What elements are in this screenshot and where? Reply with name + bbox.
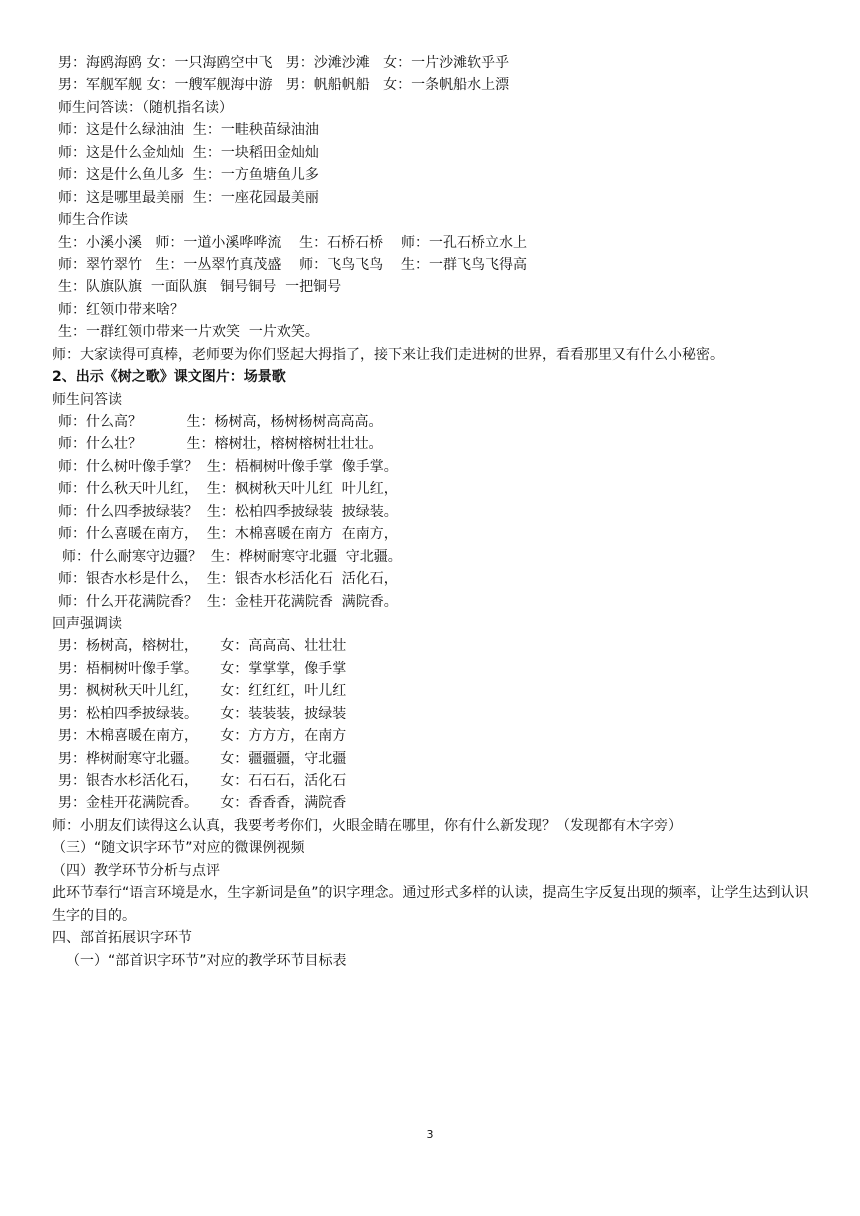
text-line: 生：队旗队旗 一面队旗 铜号铜号 一把铜号 (58, 279, 342, 296)
page-number: 3 (426, 1128, 434, 1141)
text-line: 师：这是什么绿油油 生：一畦秧苗绿油油 (58, 122, 319, 139)
text-line: 师：什么树叶像手掌？ 生：梧桐树叶像手掌 像手掌。 (58, 458, 398, 475)
text-line: 师：什么开花满院香？ 生：金桂开花满院香 满院香。 (58, 593, 398, 610)
document-body (52, 52, 822, 972)
text-line: 师：什么壮？ 生：榕树壮，榕树榕树壮壮壮。 (58, 436, 383, 453)
text-line: 师：红领巾带来啥？ (58, 301, 184, 318)
text-line: 师：小朋友们读得这么认真，我要考考你们，火眼金睛在哪里，你有什么新发现？（发现都有木字旁） (52, 817, 682, 834)
text-line: 男：银杏水杉活化石， 女：石石石，活化石 (58, 773, 347, 789)
text-line: 男：梧桐树叶像手掌。 女：掌掌掌，像手掌 (58, 660, 347, 677)
subsection-heading: （四）教学环节分析与点评 (52, 862, 220, 879)
text-line: 师：银杏水杉是什么， 生：银杏水杉活化石 活化石， (58, 571, 398, 588)
text-line: 师：什么四季披绿装？ 生：松柏四季披绿装 披绿装。 (58, 503, 398, 520)
text-line: 师：什么喜暖在南方， 生：木棉喜暖在南方 在南方， (58, 526, 398, 543)
section-label: 师生问答读 (52, 391, 122, 408)
text-line: 师：这是什么鱼儿多 生：一方鱼塘鱼儿多 (58, 167, 319, 184)
text-line: 师：什么秋天叶儿红， 生：枫树秋天叶儿红 叶儿红， (58, 481, 398, 498)
subsection-heading: （三）“随文识字环节”对应的微课例视频 (52, 840, 305, 857)
section-label: 师生问答读：（随机指名读） (58, 99, 233, 116)
text-line: 师：翠竹翠竹 生：一丛翠竹真茂盛 师：飞鸟飞鸟 生：一群飞鸟飞得高 (58, 256, 527, 273)
text-line: 男：金桂开花满院香。 女：香香香，满院香 (58, 795, 347, 812)
text-line: 师：什么高？ 生：杨树高，杨树杨树高高高。 (58, 414, 383, 430)
subsection-heading: （一）“部首识字环节”对应的教学环节目标表 (66, 952, 347, 969)
text-line: 男：木棉喜暖在南方， 女：方方方，在南方 (58, 728, 347, 745)
section-label: 师生合作读 (58, 212, 128, 229)
text-line: 男：松柏四季披绿装。 女：装装装，披绿装 (58, 705, 347, 722)
text-line: 男：枫树秋天叶儿红， 女：红红红，叶儿红 (58, 683, 347, 700)
text-line: 男：海鸥海鸥 女：一只海鸥空中飞 男：沙滩沙滩 女：一片沙滩软乎乎 (58, 55, 510, 71)
text-line: 师：大家读得可真棒，老师要为你们竖起大拇指了，接下来让我们走进树的世界，看看那里又有什么小秘密。 (52, 346, 724, 363)
text-line: 生：小溪小溪 师：一道小溪哗哗流 生：石桥石桥 师：一孔石桥立水上 (58, 234, 527, 251)
text-line: 男：杨树高，榕树壮， 女：高高高、壮壮壮 (58, 638, 347, 655)
text-line: 男：桦树耐寒守北疆。 女：疆疆疆，守北疆 (58, 750, 347, 767)
section-heading: 2、出示《树之歌》课文图片：场景歌 (52, 369, 286, 386)
section-label: 回声强调读 (52, 615, 122, 632)
text-line: 师：什么耐寒守边疆？ 生：桦树耐寒守北疆 守北疆。 (62, 548, 402, 565)
text-line: 男：军舰军舰 女：一艘军舰海中游 男：帆船帆船 女：一条帆船水上漂 (58, 77, 510, 94)
section-heading: 四、部首拓展识字环节 (52, 930, 192, 947)
text-line: 师：这是哪里最美丽 生：一座花园最美丽 (58, 189, 319, 206)
text-line: 师：这是什么金灿灿 生：一块稻田金灿灿 (58, 144, 319, 161)
text-line: 生：一群红领巾带来一片欢笑 一片欢笑。 (58, 324, 319, 341)
analysis-paragraph: 此环节奉行“语言环境是水，生字新词是鱼”的识字理念。通过形式多样的认读，提高生字反复出现的频率，让学生达到认识生字的目的。 (52, 885, 809, 924)
